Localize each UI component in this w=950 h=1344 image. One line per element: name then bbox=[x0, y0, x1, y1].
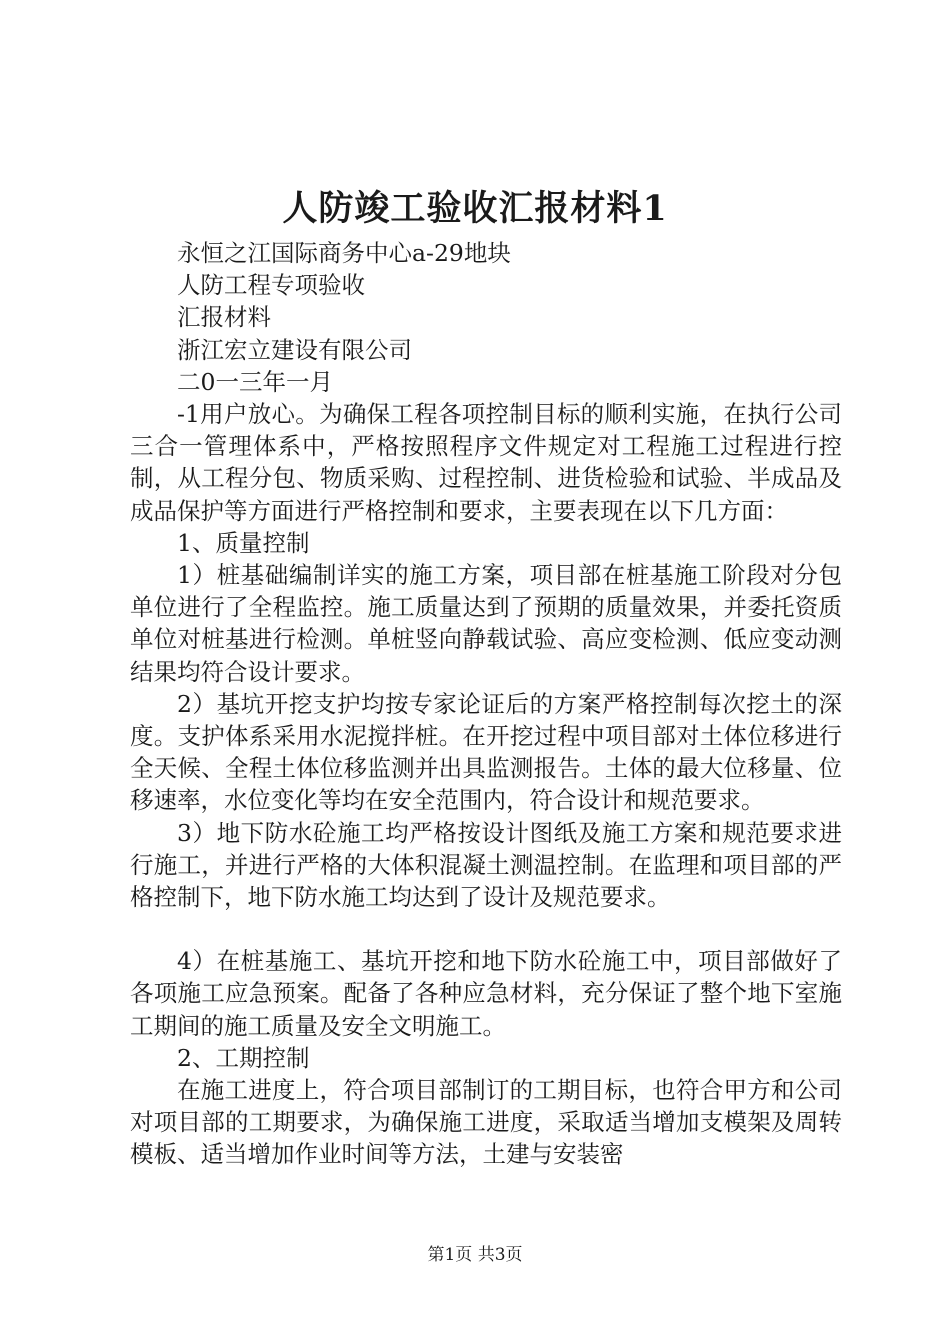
date-line: 二0一三年一月 bbox=[177, 367, 333, 396]
paragraph-schedule: 在施工进度上，符合项目部制订的工期目标，也符合甲方和公司对项目部的工期要求，为确保施工进度，采取适当增加支模架及周转模板、适当增加作业时间等方法，土建与安装密 bbox=[130, 1076, 842, 1169]
paragraph-waterproofing: 3）地下防水砼施工均严格按设计图纸及施工方案和规范要求进行施工，并进行严格的大体积混凝土测温控制。在监理和项目部的严格控制下，地下防水施工均达到了设计及规范要求。 bbox=[130, 818, 842, 912]
paragraph-emergency-plan: 4）在桩基施工、基坑开挖和地下防水砼施工中，项目部做好了各项施工应急预案。配备了各种应急材料，充分保证了整个地下室施工期间的施工质量及安全文明施工。 bbox=[130, 947, 842, 1040]
project-name-line: 永恒之江国际商务中心a-29地块 bbox=[177, 239, 511, 267]
document-body bbox=[130, 237, 842, 1171]
paragraph-excavation: 2）基坑开挖支护均按专家论证后的方案严格控制每次挖土的深度。支护体系采用水泥搅拌桩。在开挖过程中项目部对土体位移进行全天候、全程土体位移监测并出具监测报告。土体的最大位移量、位移速率，水位变化等均在安全范围内，符合设计和规范要求。 bbox=[130, 689, 842, 815]
section-heading-quality: 1、质量控制 bbox=[177, 528, 310, 557]
intro-paragraph: -1用户放心。为确保工程各项控制目标的顺利实施，在执行公司三合一管理体系中，严格按照程序文件规定对工程施工过程进行控制，从工程分包、物质采购、过程控制、进货检验和试验、半成品及成品保护等方面进行严格控制和要求，主要表现在以下几方面： bbox=[130, 400, 842, 525]
section-heading-schedule: 2、工期控制 bbox=[177, 1043, 310, 1072]
page-number-footer: 第1页 共3页 bbox=[427, 1245, 523, 1265]
document-title: 人防竣工验收汇报材料1 bbox=[282, 188, 668, 229]
acceptance-type-line: 人防工程专项验收 bbox=[177, 271, 365, 300]
paragraph-pile-foundation: 1）桩基础编制详实的施工方案，项目部在桩基施工阶段对分包单位进行了全程监控。施工质量达到了预期的质量效果，并委托资质单位对桩基进行检测。单桩竖向静载试验、高应变检测、低应变动测结果均符合设计要求。 bbox=[130, 561, 842, 686]
company-name-line: 浙江宏立建设有限公司 bbox=[177, 335, 412, 364]
report-label-line: 汇报材料 bbox=[177, 303, 271, 332]
